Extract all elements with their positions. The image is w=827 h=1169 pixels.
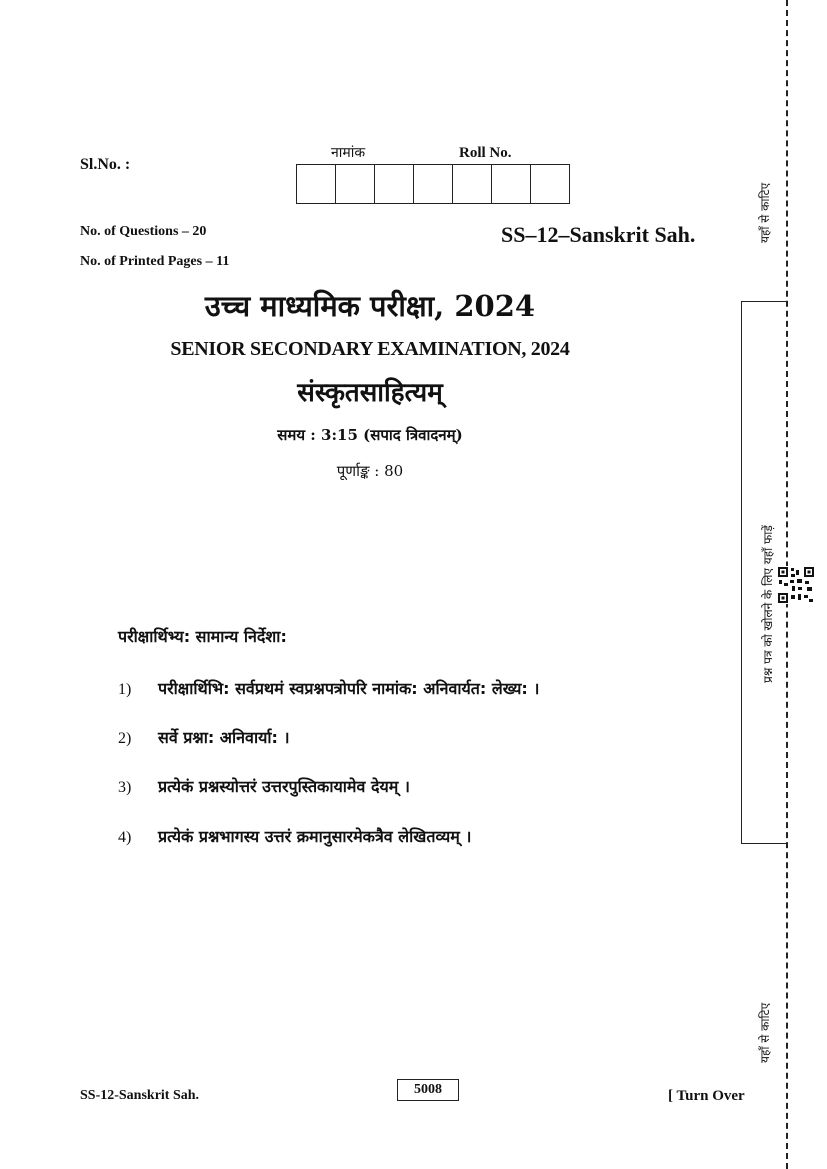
roll-digit-box[interactable] — [336, 165, 375, 203]
exam-title-english: SENIOR SECONDARY EXAMINATION, 2024 — [170, 338, 570, 360]
number-of-questions: No. of Questions – 20 — [80, 224, 207, 239]
instruction-number: 2) — [118, 730, 132, 747]
cut-here-label-bottom: यहाँ से काटिए — [758, 1002, 772, 1063]
roll-number-label-english: Roll No. — [459, 145, 512, 161]
open-here-label: प्रश्न पत्र को खोलने के लिए यहाँ फाड़ें — [761, 525, 775, 683]
exam-time: समय : 3:15 (सपाद त्रिवादनम्) — [277, 426, 463, 444]
footer-paper-code: SS-12-Sanskrit Sah. — [80, 1088, 200, 1103]
instruction-item — [118, 775, 410, 797]
roll-digit-box[interactable] — [414, 165, 453, 203]
instruction-item — [118, 677, 539, 699]
roll-digit-box[interactable] — [453, 165, 492, 203]
instruction-text: प्रत्येकं प्रश्नभागस्य उत्तरं क्रमानुसारमेकत्रैव लेखितव्यम् । — [158, 827, 472, 846]
instruction-text: सर्वे प्रश्ना: अनिवार्या: । — [158, 728, 290, 747]
qr-code-icon — [777, 566, 815, 604]
instructions-heading: परीक्षार्थिभ्य: सामान्य निर्देशा: — [118, 627, 287, 646]
serial-number-label: Sl.No. : — [80, 156, 131, 173]
roll-digit-box[interactable] — [297, 165, 336, 203]
roll-digit-box[interactable] — [531, 165, 569, 203]
instruction-item — [118, 825, 471, 847]
subject-title: संस्कृतसाहित्यम् — [297, 378, 443, 408]
instruction-number: 1) — [118, 681, 132, 698]
roll-number-label-hindi: नामांक — [331, 145, 366, 161]
number-of-printed-pages: No. of Printed Pages – 11 — [80, 254, 230, 269]
turn-over-label: [ Turn Over — [668, 1088, 745, 1104]
paper-code: SS–12–Sanskrit Sah. — [501, 222, 696, 247]
page-code-box: 5008 — [397, 1079, 459, 1101]
maximum-marks: पूर्णाङ्क : 80 — [336, 462, 404, 480]
instruction-text: परीक्षार्थिभि: सर्वप्रथमं स्वप्रश्नपत्रोपरि नामांक: अनिवार्यत: लेख्य: । — [158, 679, 540, 698]
cut-here-label-top: यहाँ से काटिए — [758, 182, 772, 243]
instruction-text: प्रत्येकं प्रश्नस्योत्तरं उत्तरपुस्तिकायामेव देयम् । — [158, 777, 410, 796]
instruction-number: 4) — [118, 829, 132, 846]
roll-digit-box[interactable] — [492, 165, 531, 203]
exam-title-hindi: उच्च माध्यमिक परीक्षा, 2024 — [204, 289, 536, 323]
roll-digit-box[interactable] — [375, 165, 414, 203]
instruction-item — [118, 726, 290, 748]
roll-number-boxes[interactable] — [296, 164, 570, 204]
instruction-number: 3) — [118, 779, 132, 796]
